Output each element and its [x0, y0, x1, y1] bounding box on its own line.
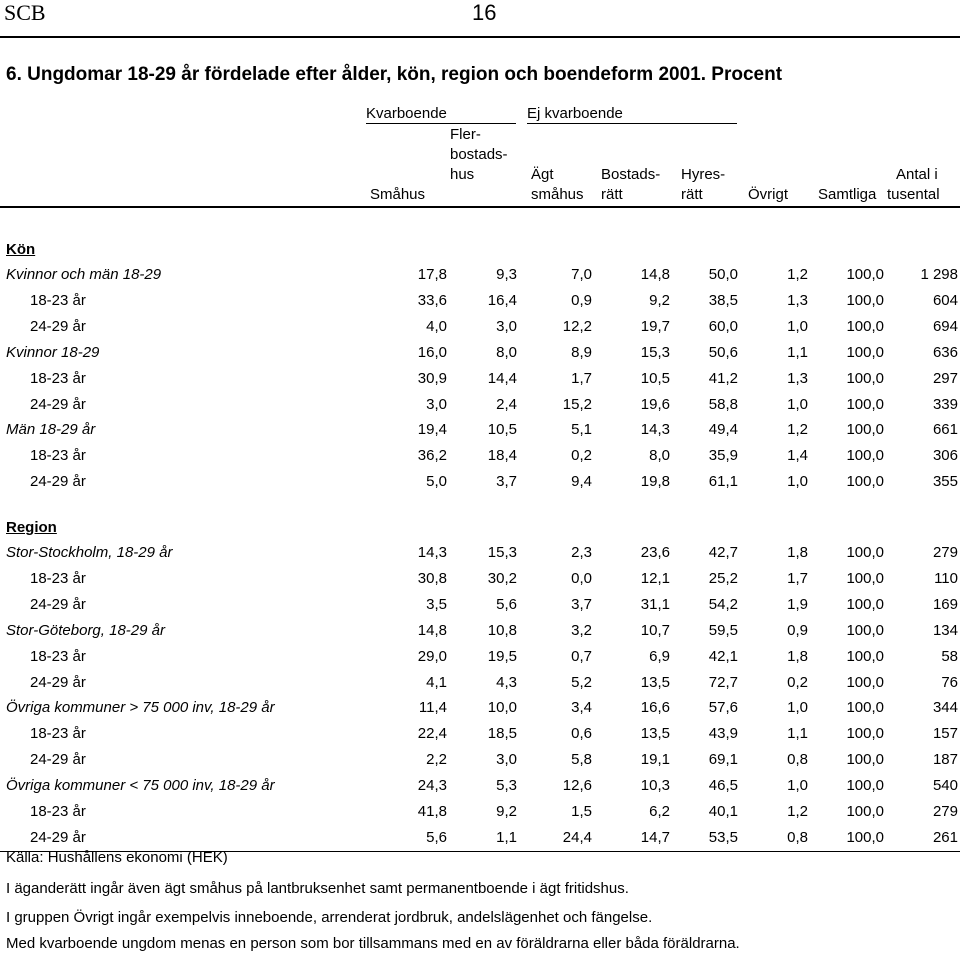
table-row	[0, 316, 960, 342]
table-cell: 57,6	[708, 699, 738, 717]
table-cell: 49,4	[708, 421, 738, 439]
table-cell: 100,0	[846, 421, 884, 439]
header-flerbostadshus-1: Fler-	[450, 126, 481, 143]
row-label: Kvinnor och män 18-29	[6, 266, 162, 283]
row-label: 18-23 år	[30, 647, 86, 665]
table-cell: 42,1	[708, 647, 738, 665]
table-cell: 58	[941, 647, 958, 665]
table-cell: 10,5	[487, 421, 517, 439]
table-cell: 10,8	[487, 621, 517, 639]
table-cell: 5,8	[571, 751, 592, 769]
row-label: 24-29 år	[30, 828, 86, 846]
table-cell: 12,1	[640, 569, 670, 587]
header-agt-smahus-1: Ägt	[531, 166, 554, 183]
header-bostadsratt-2: rätt	[601, 186, 623, 203]
header-hyresratt-2: rätt	[681, 186, 703, 203]
table-cell: 14,8	[417, 621, 447, 639]
table-cell: 0,8	[787, 751, 808, 769]
table-cell: 4,0	[426, 317, 447, 335]
header-antal-2: tusental	[887, 186, 940, 203]
table-cell: 22,4	[417, 725, 447, 743]
table-cell: 14,8	[640, 266, 670, 283]
table-cell: 9,4	[571, 473, 592, 491]
header-hyresratt-1: Hyres-	[681, 166, 726, 183]
header-flerbostadshus-2: bostads-	[450, 146, 508, 163]
header-bottom-rule	[0, 206, 960, 208]
table-cell: 13,5	[640, 725, 670, 743]
table-cell: 0,9	[787, 621, 808, 639]
table-cell: 15,2	[562, 395, 592, 413]
table-cell: 8,9	[571, 343, 592, 361]
brand-label: SCB	[4, 0, 46, 25]
row-label: 18-23 år	[30, 725, 86, 743]
header-antal-1: Antal i	[896, 166, 938, 183]
header-smahus: Småhus	[370, 186, 426, 203]
table-cell: 11,4	[418, 699, 447, 717]
table-cell: 110	[934, 569, 958, 587]
table-cell: 2,2	[426, 751, 447, 769]
table-row	[0, 394, 960, 420]
table-cell: 3,5	[426, 595, 447, 613]
table-cell: 1,3	[787, 369, 808, 387]
table-cell: 3,7	[571, 595, 592, 613]
table-cell: 8,0	[649, 447, 670, 465]
footnote-2: I gruppen Övrigt ingår exempelvis inneboende, arrenderat jordbruk, andelslägenhet och fängelse.	[6, 909, 653, 926]
table-cell: 134	[932, 621, 958, 639]
table-cell: 69,1	[708, 751, 738, 769]
table-cell: 15,3	[487, 544, 517, 561]
table-cell: 344	[932, 699, 958, 717]
table-cell: 100,0	[846, 369, 884, 387]
header-flerbostadshus-3: hus	[450, 166, 475, 183]
row-label: 18-23 år	[30, 369, 86, 387]
table-cell: 100,0	[846, 473, 884, 491]
table-cell: 10,3	[640, 777, 670, 795]
table-cell: 279	[932, 544, 958, 561]
table-cell: 14,3	[640, 421, 670, 439]
table-cell: 19,7	[640, 317, 670, 335]
table-cell: 36,2	[417, 447, 447, 465]
table-cell: 0,2	[571, 447, 592, 465]
table-cell: 1,1	[496, 828, 517, 846]
table-cell: 8,0	[496, 343, 517, 361]
table-cell: 100,0	[846, 803, 884, 820]
table-cell: 17,8	[417, 266, 447, 283]
table-cell: 50,6	[708, 343, 738, 361]
table-cell: 19,1	[640, 751, 670, 769]
table-cell: 58,8	[708, 395, 738, 413]
table-cell: 306	[932, 447, 958, 465]
row-label: Män 18-29 år	[6, 421, 96, 439]
header-bostadsratt-1: Bostads-	[601, 166, 661, 183]
table-title: 6. Ungdomar 18-29 år fördelade efter ålder, kön, region och boendeform 2001. Procent	[6, 64, 783, 85]
table-cell: 1,8	[787, 544, 808, 561]
table-cell: 9,3	[496, 266, 517, 283]
table-cell: 15,3	[640, 343, 670, 361]
table-cell: 10,0	[487, 699, 517, 717]
table-cell: 604	[932, 291, 958, 309]
table-cell: 261	[932, 828, 958, 846]
table-cell: 31,1	[640, 595, 670, 613]
table-cell: 1,0	[787, 317, 808, 335]
table-cell: 1,7	[571, 369, 592, 387]
table-cell: 100,0	[846, 595, 884, 613]
table-cell: 12,2	[562, 317, 592, 335]
ej-kvarboende-rule	[527, 123, 737, 124]
table-cell: 5,2	[571, 673, 592, 691]
page-number: 16	[472, 0, 497, 25]
table-cell: 9,2	[496, 803, 517, 820]
table-cell: 1,0	[787, 395, 808, 413]
table-cell: 4,1	[426, 673, 447, 691]
table-row	[0, 471, 960, 497]
table-cell: 0,2	[787, 673, 808, 691]
row-label: 24-29 år	[30, 473, 86, 491]
table-cell: 25,2	[708, 569, 738, 587]
table-row	[0, 342, 960, 368]
table-cell: 3,7	[496, 473, 517, 491]
table-cell: 18,4	[487, 447, 517, 465]
footnote-1: I äganderätt ingår även ägt småhus på lantbruksenhet samt permanentboende i ägt fritidshus.	[6, 880, 629, 897]
table-cell: 16,4	[487, 291, 517, 309]
table-cell: 19,8	[640, 473, 670, 491]
table-row	[0, 646, 960, 672]
table-cell: 19,5	[487, 647, 517, 665]
table-cell: 35,9	[708, 447, 738, 465]
table-cell: 157	[932, 725, 958, 743]
table-row	[0, 368, 960, 394]
table-cell: 41,8	[417, 803, 447, 820]
table-row	[0, 594, 960, 620]
table-cell: 13,5	[640, 673, 670, 691]
table-row	[0, 542, 960, 568]
table-cell: 7,0	[571, 266, 592, 283]
table-cell: 540	[932, 777, 958, 795]
table-cell: 5,6	[496, 595, 517, 613]
table-cell: 9,2	[649, 291, 670, 309]
table-cell: 2,4	[496, 395, 517, 413]
table-cell: 1,2	[787, 266, 808, 283]
table-cell: 100,0	[846, 569, 884, 587]
table-row	[0, 290, 960, 316]
table-row	[0, 723, 960, 749]
row-label: 24-29 år	[30, 595, 86, 613]
table-cell: 1,2	[787, 421, 808, 439]
table-row	[0, 445, 960, 471]
table-cell: 100,0	[846, 751, 884, 769]
table-cell: 33,6	[417, 291, 447, 309]
table-cell: 72,7	[708, 673, 738, 691]
table-row	[0, 264, 960, 290]
table-cell: 100,0	[846, 699, 884, 717]
table-cell: 24,3	[417, 777, 447, 795]
table-cell: 14,7	[640, 828, 670, 846]
table-cell: 5,6	[426, 828, 447, 846]
table-cell: 42,7	[708, 544, 738, 561]
table-cell: 1,2	[787, 803, 808, 820]
header-agt-smahus-2: småhus	[531, 186, 584, 203]
table-cell: 0,8	[787, 828, 808, 846]
row-label: 18-23 år	[30, 569, 86, 587]
header-ovrigt: Övrigt	[748, 186, 789, 203]
table-cell: 16,0	[417, 343, 447, 361]
table-cell: 1,0	[787, 473, 808, 491]
table-cell: 24,4	[562, 828, 592, 846]
table-cell: 694	[932, 317, 958, 335]
table-cell: 14,3	[417, 544, 447, 561]
table-cell: 3,0	[426, 395, 447, 413]
table-cell: 169	[932, 595, 958, 613]
table-cell: 1,1	[787, 725, 808, 743]
table-cell: 1,7	[787, 569, 808, 587]
table-cell: 61,1	[708, 473, 738, 491]
kvarboende-rule	[366, 123, 516, 124]
table-cell: 76	[941, 673, 958, 691]
table-cell: 50,0	[708, 266, 738, 283]
row-label: Kvinnor 18-29	[6, 343, 100, 361]
header-ej-kvarboende: Ej kvarboende	[527, 105, 623, 122]
table-cell: 59,5	[708, 621, 738, 639]
row-label: 24-29 år	[30, 395, 86, 413]
row-label: 24-29 år	[30, 751, 86, 769]
table-cell: 636	[932, 343, 958, 361]
table-cell: 41,2	[708, 369, 738, 387]
table-cell: 5,0	[426, 473, 447, 491]
table-cell: 19,6	[640, 395, 670, 413]
row-label: 18-23 år	[30, 291, 86, 309]
table-cell: 279	[932, 803, 958, 820]
table-cell: 43,9	[708, 725, 738, 743]
table-cell: 1,5	[571, 803, 592, 820]
table-row	[0, 775, 960, 801]
table-cell: 38,5	[708, 291, 738, 309]
table-row	[0, 672, 960, 698]
table-cell: 0,9	[571, 291, 592, 309]
table-row	[0, 419, 960, 445]
table-cell: 14,4	[487, 369, 517, 387]
table-cell: 100,0	[846, 777, 884, 795]
table-cell: 6,9	[649, 647, 670, 665]
table-cell: 18,5	[487, 725, 517, 743]
table-cell: 2,3	[571, 544, 592, 561]
table-cell: 1,0	[787, 777, 808, 795]
table-cell: 100,0	[846, 647, 884, 665]
table-cell: 0,6	[571, 725, 592, 743]
table-cell: 30,8	[417, 569, 447, 587]
table-cell: 3,2	[571, 621, 592, 639]
table-cell: 1,4	[787, 447, 808, 465]
table-cell: 30,2	[487, 569, 517, 587]
row-label: Stor-Göteborg, 18-29 år	[6, 621, 165, 639]
table-cell: 100,0	[846, 828, 884, 846]
table-cell: 100,0	[846, 447, 884, 465]
table-cell: 100,0	[846, 317, 884, 335]
table-cell: 40,1	[708, 803, 738, 820]
table-cell: 60,0	[708, 317, 738, 335]
table-cell: 53,5	[708, 828, 738, 846]
table-cell: 3,4	[571, 699, 592, 717]
table-row	[0, 568, 960, 594]
section-title: Region	[6, 519, 57, 536]
row-label: 24-29 år	[30, 317, 86, 335]
table-cell: 100,0	[846, 544, 884, 561]
table-cell: 1,0	[787, 699, 808, 717]
table-cell: 1,8	[787, 647, 808, 665]
footnote-3: Med kvarboende ungdom menas en person som bor tillsammans med en av föräldrarna eller båda föräldrarna.	[6, 935, 740, 952]
table-cell: 100,0	[846, 291, 884, 309]
row-label: 18-23 år	[30, 803, 86, 820]
source-note: Källa: Hushållens ekonomi (HEK)	[6, 849, 228, 866]
table-cell: 661	[932, 421, 958, 439]
table-cell: 1 298	[920, 266, 958, 283]
table-cell: 16,6	[640, 699, 670, 717]
table-cell: 4,3	[496, 673, 517, 691]
table-cell: 0,0	[571, 569, 592, 587]
table-cell: 10,7	[640, 621, 670, 639]
table-row	[0, 801, 960, 827]
table-row	[0, 749, 960, 775]
table-cell: 6,2	[649, 803, 670, 820]
row-label: Stor-Stockholm, 18-29 år	[6, 544, 173, 561]
row-label: Övriga kommuner > 75 000 inv, 18-29 år	[6, 699, 275, 717]
table-cell: 30,9	[417, 369, 447, 387]
table-cell: 1,9	[787, 595, 808, 613]
header-kvarboende: Kvarboende	[366, 105, 447, 122]
header-samtliga: Samtliga	[818, 186, 877, 203]
table-cell: 5,1	[571, 421, 592, 439]
table-cell: 187	[932, 751, 958, 769]
header-rule	[0, 36, 960, 38]
table-cell: 355	[932, 473, 958, 491]
table-cell: 100,0	[846, 266, 884, 283]
table-cell: 100,0	[846, 395, 884, 413]
table-cell: 100,0	[846, 725, 884, 743]
table-cell: 3,0	[496, 317, 517, 335]
row-label: Övriga kommuner < 75 000 inv, 18-29 år	[6, 777, 275, 795]
table-cell: 297	[932, 369, 958, 387]
table-cell: 29,0	[417, 647, 447, 665]
table-cell: 3,0	[496, 751, 517, 769]
table-cell: 12,6	[562, 777, 592, 795]
table-cell: 100,0	[846, 673, 884, 691]
table-cell: 100,0	[846, 621, 884, 639]
table-cell: 19,4	[417, 421, 447, 439]
table-row	[0, 620, 960, 646]
row-label: 18-23 år	[30, 447, 86, 465]
table-cell: 339	[932, 395, 958, 413]
table-cell: 54,2	[708, 595, 738, 613]
table-cell: 1,3	[787, 291, 808, 309]
table-cell: 23,6	[640, 544, 670, 561]
row-label: 24-29 år	[30, 673, 86, 691]
section-title: Kön	[6, 241, 36, 258]
table-cell: 46,5	[708, 777, 738, 795]
table-row	[0, 697, 960, 723]
table-cell: 5,3	[496, 777, 517, 795]
table-cell: 1,1	[787, 343, 808, 361]
table-cell: 0,7	[571, 647, 592, 665]
table-cell: 100,0	[846, 343, 884, 361]
table-cell: 10,5	[640, 369, 670, 387]
